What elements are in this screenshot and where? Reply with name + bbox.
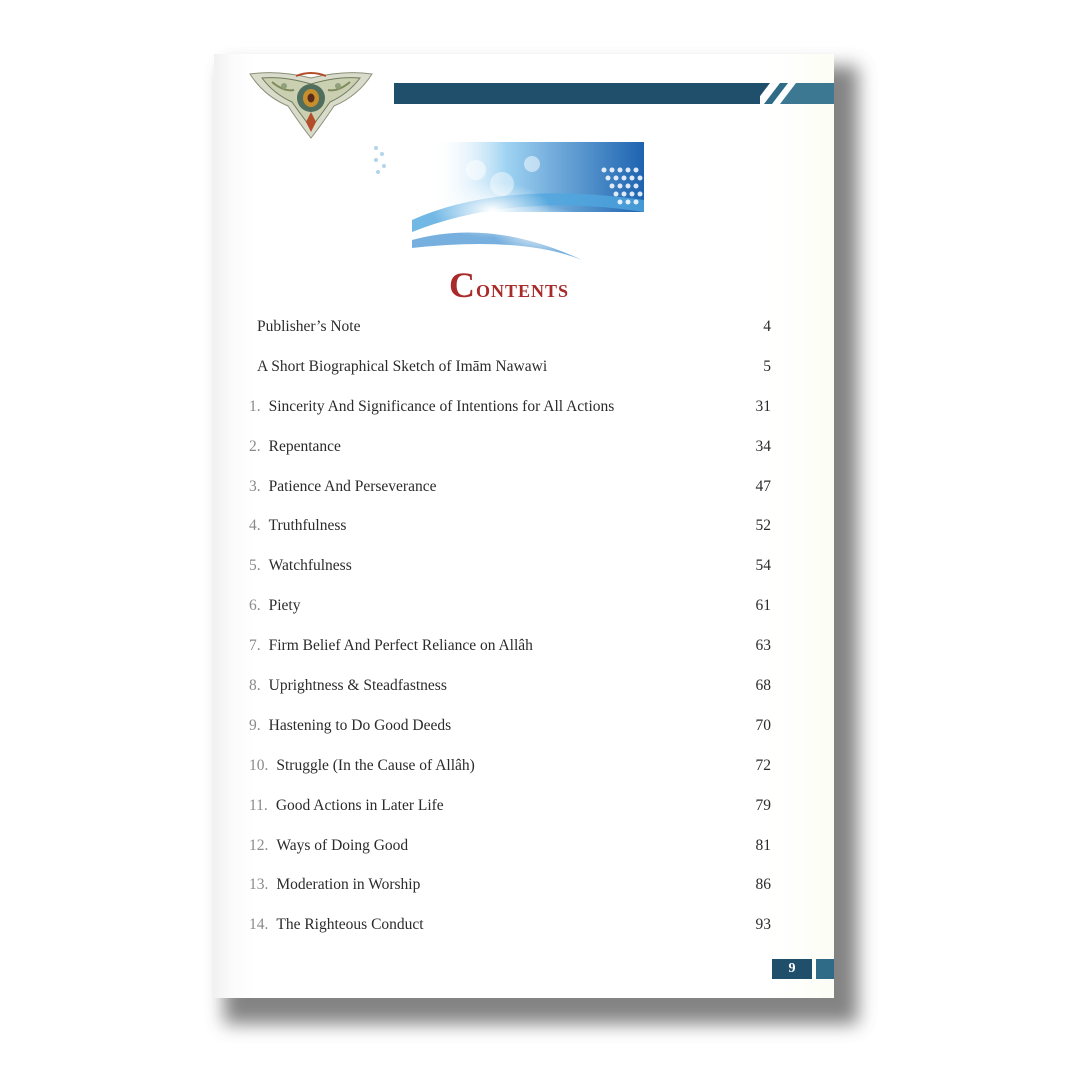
toc-entry[interactable] <box>249 837 771 877</box>
toc-entry[interactable] <box>249 677 771 717</box>
toc-entry-number: 2. <box>249 437 261 455</box>
toc-entry[interactable] <box>249 637 771 677</box>
contents-heading <box>214 264 804 306</box>
toc-entry-page: 52 <box>755 517 771 535</box>
toc-entry-page: 4 <box>763 318 771 335</box>
toc-entry-title: Sincerity And Significance of Intentions for All Actions <box>268 397 615 415</box>
toc-entry-number: 13. <box>249 876 269 894</box>
toc-entry-page: 63 <box>755 637 771 655</box>
toc-entry-number: 3. <box>249 477 261 495</box>
toc-entry-number: 5. <box>249 557 261 575</box>
toc-entry[interactable] <box>249 318 771 358</box>
toc-entry-title: Struggle (In the Cause of Allâh) <box>276 756 475 774</box>
toc-entry[interactable] <box>249 916 771 956</box>
toc-entry-number: 12. <box>249 836 269 854</box>
toc-entry-title: Hastening to Do Good Deeds <box>268 716 452 734</box>
toc-entry-page: 81 <box>755 836 771 854</box>
toc-entry[interactable] <box>249 358 771 398</box>
toc-entry-page: 54 <box>755 557 771 575</box>
toc-entry-page: 86 <box>755 876 771 894</box>
toc-entry-number: 10. <box>249 756 269 774</box>
toc-entry-number: 7. <box>249 637 261 655</box>
contents-heading-rest: ontents <box>475 274 570 303</box>
table-of-contents <box>249 318 771 956</box>
toc-entry-title: Firm Belief And Perfect Reliance on Allâh <box>268 637 533 655</box>
blue-abstract-banner <box>372 140 646 280</box>
page-number-accent <box>816 959 834 979</box>
toc-entry-title: Uprightness & Steadfastness <box>268 677 447 695</box>
header-band <box>394 83 834 104</box>
toc-entry-number: 6. <box>249 597 261 615</box>
toc-entry[interactable] <box>249 557 771 597</box>
toc-entry-number: 1. <box>249 397 261 415</box>
toc-entry[interactable] <box>249 597 771 637</box>
toc-entry-page: 61 <box>755 597 771 615</box>
toc-entry-title: Repentance <box>268 437 341 455</box>
toc-entry-page: 79 <box>755 796 771 814</box>
contents-heading-cap: C <box>448 265 476 305</box>
toc-entry[interactable] <box>249 876 771 916</box>
toc-entry-title: Watchfulness <box>268 557 352 575</box>
book-page <box>214 54 834 998</box>
toc-entry-number: 14. <box>249 916 269 934</box>
toc-entry[interactable] <box>249 478 771 518</box>
toc-entry-page: 31 <box>755 397 771 415</box>
toc-entry-page: 72 <box>755 756 771 774</box>
toc-entry-page: 47 <box>755 477 771 495</box>
toc-entry-number: 11. <box>249 796 268 814</box>
toc-entry-number: 4. <box>249 517 261 535</box>
toc-entry-page: 68 <box>755 677 771 695</box>
toc-entry[interactable] <box>249 398 771 438</box>
toc-entry-number: 9. <box>249 716 261 734</box>
arabesque-ornament-icon <box>248 70 374 140</box>
toc-entry-title: Moderation in Worship <box>276 876 421 894</box>
toc-entry[interactable] <box>249 717 771 757</box>
toc-entry[interactable] <box>249 438 771 478</box>
toc-entry-title: Truthfulness <box>268 517 347 535</box>
toc-entry-title: The Righteous Conduct <box>276 916 424 934</box>
toc-entry-title: Publisher’s Note <box>257 318 361 335</box>
toc-entry-page: 34 <box>755 437 771 455</box>
toc-entry-title: Ways of Doing Good <box>276 836 409 854</box>
toc-entry-page: 93 <box>755 916 771 934</box>
toc-entry[interactable] <box>249 757 771 797</box>
toc-entry-title: Patience And Perseverance <box>268 477 437 495</box>
toc-entry-title: A Short Biographical Sketch of Imām Nawawi <box>257 357 548 375</box>
toc-entry-page: 70 <box>755 716 771 734</box>
toc-entry-title: Piety <box>268 597 301 615</box>
toc-entry-page: 5 <box>763 357 771 375</box>
toc-entry-number: 8. <box>249 677 261 695</box>
toc-entry[interactable] <box>249 797 771 837</box>
page-number: 9 <box>772 959 812 979</box>
toc-entry[interactable] <box>249 517 771 557</box>
toc-entry-title: Good Actions in Later Life <box>275 796 444 814</box>
